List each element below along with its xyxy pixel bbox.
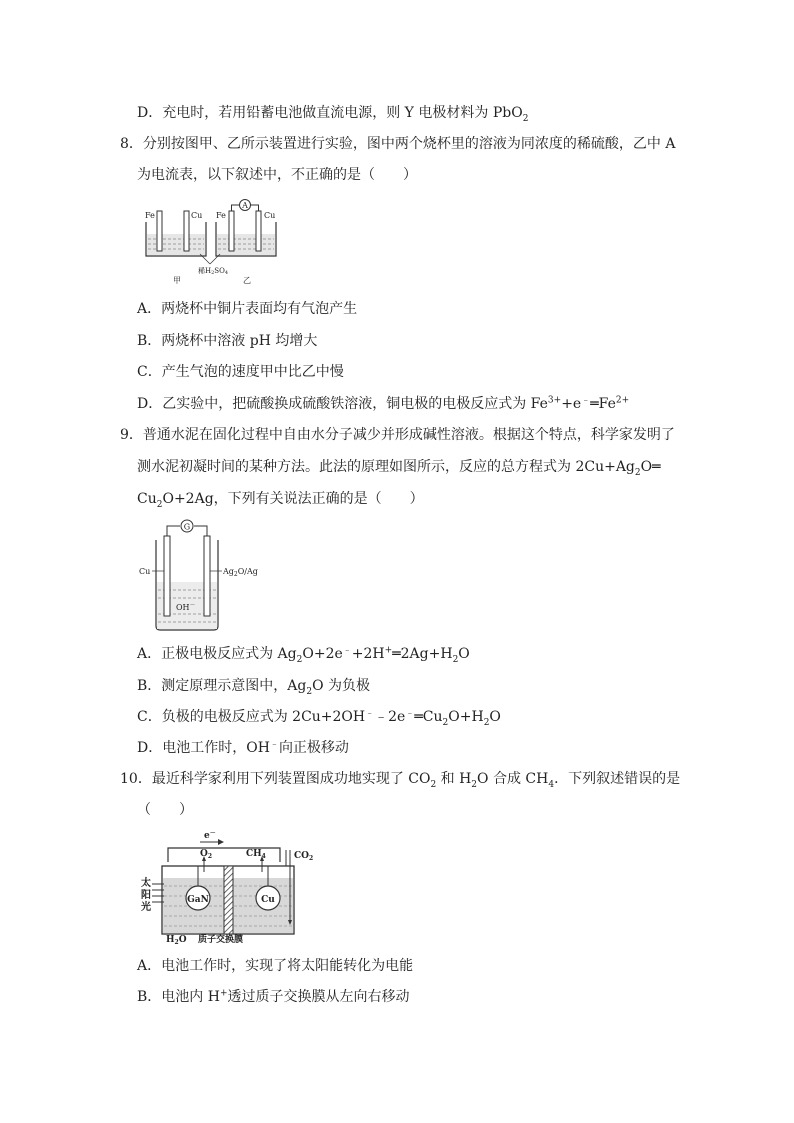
svg-text:Fe: Fe — [216, 211, 226, 220]
q8-figure — [140, 196, 290, 288]
q8-stem-line1: 8．分别按图甲、乙所示装置进行实验，图中两个烧杯里的溶液为同浓度的稀硫酸，乙中 A — [120, 136, 676, 152]
q9-figure — [136, 514, 276, 636]
svg-text:O2: $O_2$ — [200, 849, 213, 860]
q10-stem-line2: （ ） — [137, 802, 193, 818]
svg-text:Fe: Fe — [145, 211, 155, 220]
svg-text:阳: 阳 — [141, 890, 151, 901]
q9-stem-line3: $Cu_2O+2Ag$，下列有关说法正确的是（ ） — [137, 491, 424, 510]
svg-text:GaN: GaN — [187, 895, 209, 905]
svg-text:Cu: Cu — [139, 567, 151, 576]
svg-text:稀H2SO4: 稀H2SO4 — [198, 267, 229, 276]
beaker-yi — [216, 200, 276, 257]
q10-option-a: A．电池工作时，实现了将太阳能转化为电能 — [137, 958, 414, 974]
svg-text:CH4: $CH_4$ — [246, 849, 266, 860]
svg-text:G: G — [183, 522, 191, 532]
svg-text:质子交换膜: 质子交换膜 — [198, 935, 244, 945]
svg-text:甲: 甲 — [173, 276, 181, 285]
svg-text:H2O: $H_2O$ — [166, 935, 187, 946]
q10-option-b: B．电池内 H+透过质子交换膜从左向右移动 — [137, 988, 410, 1005]
q8-stem-line2: 为电流表，以下叙述中，不正确的是（ ） — [137, 167, 417, 183]
q8-option-a: A．两烧杯中铜片表面均有气泡产生 — [137, 301, 358, 317]
q9-stem-line2: 测水泥初凝时间的某种方法。此法的原理如图所示，反应的总方程式为 $2Cu+Ag_2O═$ — [137, 459, 661, 478]
svg-text:Cu: Cu — [264, 211, 276, 220]
q9-option-c: C．负极的电极反应式为 $2Cu+2OH^﹣﹣2e^﹣═Cu_2O+H_2O$ — [137, 708, 501, 728]
q9-stem-line1: 9．普通水泥在固化过程中自由水分子减少并形成碱性溶液。根据这个特点，科学家发明了 — [120, 427, 675, 443]
q10-figure — [138, 826, 338, 946]
svg-text:OH－: OH－ — [176, 602, 196, 612]
q8-option-b: B．两烧杯中溶液 pH 均增大 — [137, 333, 318, 349]
q10-stem-line1: 10．最近科学家利用下列装置图成功地实现了 $CO_2$ 和 $H_2O$ 合成 $CH_4$．下列叙述错误的是 — [120, 771, 681, 790]
q7-option-d: D．充电时，若用铅蓄电池做直流电源，则 Y 电极材料为 PbO$_2$ — [137, 105, 529, 124]
svg-text:A: A — [242, 201, 248, 210]
svg-text:太: 太 — [141, 878, 151, 889]
q8-option-d: D．乙实验中，把硫酸换成硫酸铁溶液，铜电极的电极反应式为 $Fe^{3+}+e^﹣═Fe^{2+}$ — [137, 395, 630, 412]
svg-text:Cu: Cu — [261, 895, 275, 905]
svg-text:Cu: Cu — [191, 211, 203, 220]
svg-text:e－: e－ — [204, 830, 216, 841]
svg-text:Ag2O/Ag: $Ag_2O/Ag$ — [223, 567, 258, 578]
svg-text:光: 光 — [141, 902, 151, 913]
q9-option-a: A．正极电极反应式为 $Ag_2O+2e^﹣+2H^+═2Ag+H_2O$ — [137, 645, 470, 665]
q9-option-d: D．电池工作时，OH﹣向正极移动 — [137, 739, 349, 756]
q9-option-b: B．测定原理示意图中，$Ag_2O$ 为负极 — [137, 678, 371, 697]
svg-text:CO2: $CO_2$ — [294, 851, 314, 862]
q8-option-c: C．产生气泡的速度甲中比乙中慢 — [137, 364, 344, 380]
svg-text:乙: 乙 — [243, 276, 251, 285]
membrane — [224, 866, 233, 934]
